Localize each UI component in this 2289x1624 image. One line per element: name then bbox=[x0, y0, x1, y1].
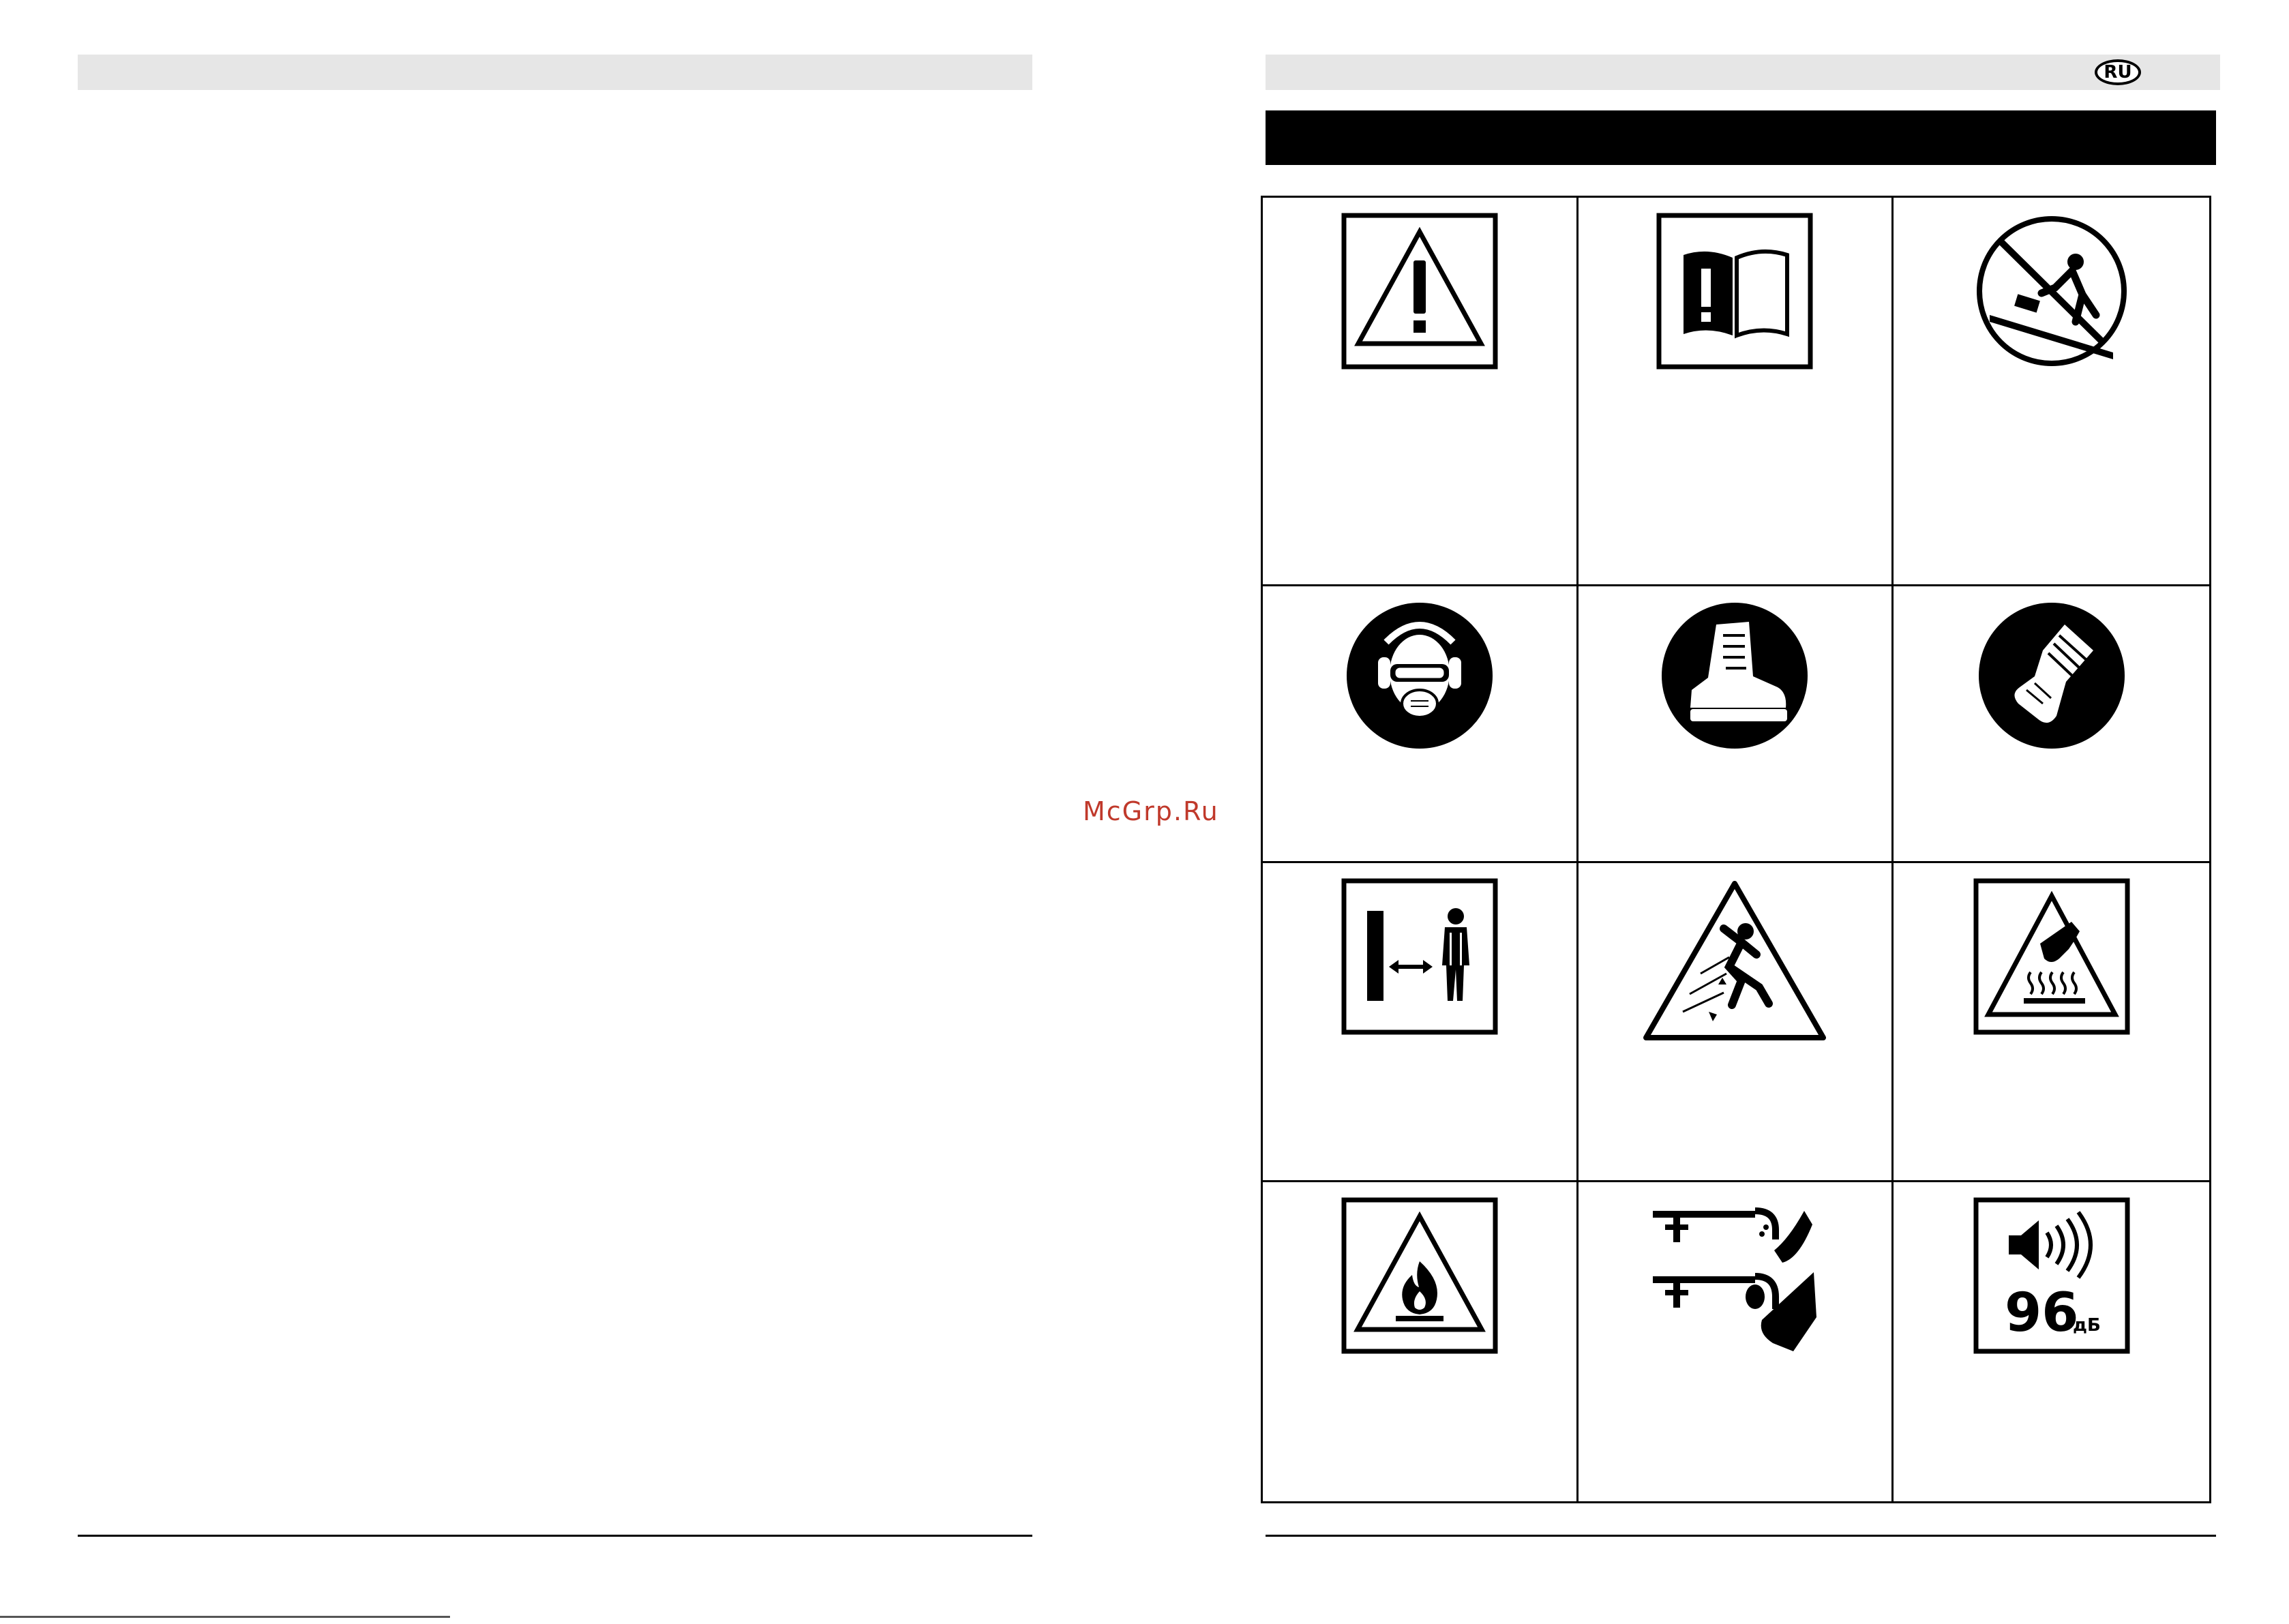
symbol-cell-distance bbox=[1263, 863, 1579, 1182]
left-footer-rule bbox=[78, 1535, 1032, 1537]
noise-value: 96 bbox=[2004, 1282, 2079, 1344]
noise-level-icon bbox=[1973, 1197, 2130, 1354]
symbol-cell-boots bbox=[1579, 586, 1894, 863]
symbol-cell-warning bbox=[1263, 198, 1579, 586]
symbol-cell-flammable bbox=[1263, 1182, 1579, 1501]
safety-gloves-icon bbox=[1977, 601, 2126, 750]
keep-distance-icon bbox=[1341, 878, 1498, 1035]
scan-edge-line bbox=[0, 1616, 450, 1618]
flammable-icon bbox=[1341, 1197, 1498, 1354]
symbol-cell-gloves bbox=[1894, 586, 2209, 863]
symbol-cell-hot-surface bbox=[1894, 863, 2209, 1182]
flying-debris-icon bbox=[1642, 878, 1827, 1042]
watermark: McGrp.Ru bbox=[1083, 796, 1219, 826]
symbol-cell-no-slope bbox=[1894, 198, 2209, 586]
warning-exclamation-icon bbox=[1341, 213, 1498, 370]
safety-boots-icon bbox=[1660, 601, 1809, 750]
read-manual-icon bbox=[1656, 213, 1813, 370]
symbol-cell-face-protection bbox=[1263, 586, 1579, 863]
hot-surface-icon bbox=[1973, 878, 2130, 1035]
left-header-bar bbox=[78, 55, 1032, 90]
right-footer-rule bbox=[1266, 1535, 2216, 1537]
safety-symbol-grid bbox=[1261, 196, 2211, 1503]
blade-injury-icon bbox=[1646, 1197, 1823, 1361]
right-header-bar bbox=[1266, 55, 2220, 90]
no-slope-pushing-icon bbox=[1973, 213, 2130, 370]
face-protection-icon bbox=[1345, 601, 1494, 750]
section-title-bar bbox=[1266, 110, 2216, 165]
symbol-cell-debris bbox=[1579, 863, 1894, 1182]
symbol-cell-blade bbox=[1579, 1182, 1894, 1501]
language-badge: RU bbox=[2095, 59, 2141, 85]
symbol-cell-manual bbox=[1579, 198, 1894, 586]
noise-unit: дБ bbox=[2072, 1315, 2101, 1336]
symbol-cell-noise bbox=[1894, 1182, 2209, 1501]
